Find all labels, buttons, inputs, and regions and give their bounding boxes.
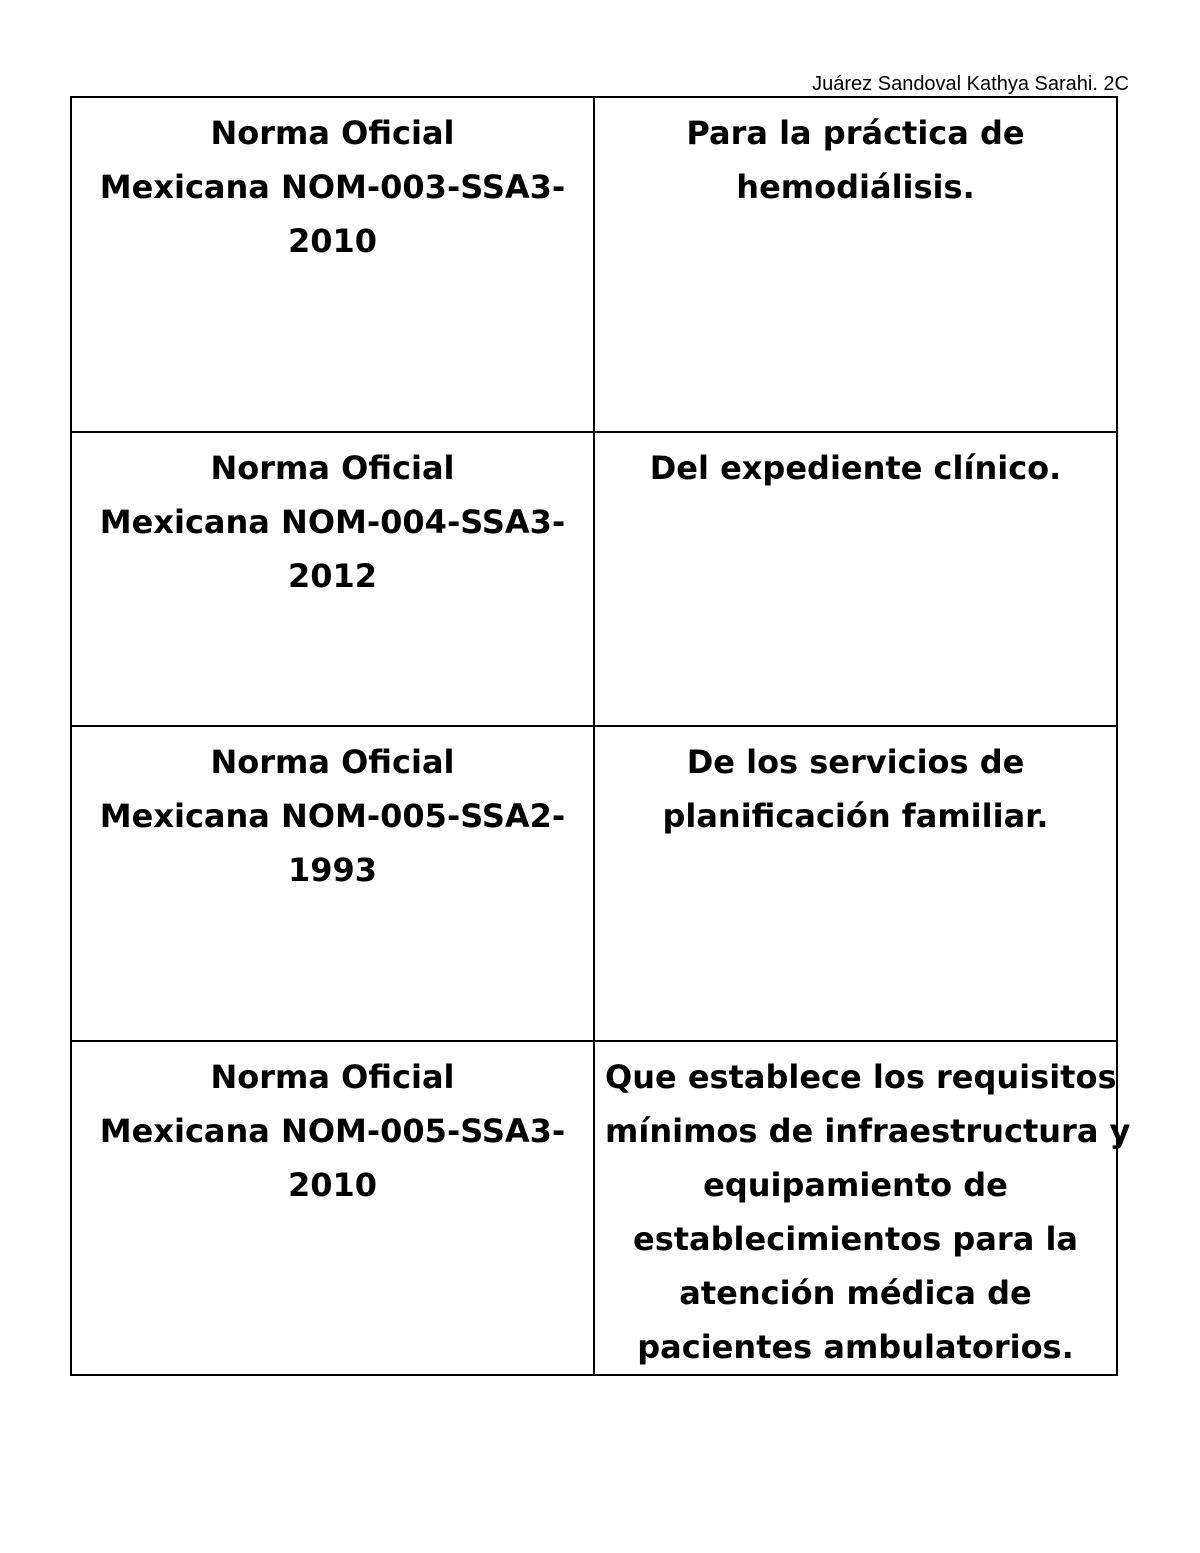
description-line: planificación familiar. [662,797,1049,835]
description-line: establecimientos para la [633,1220,1078,1258]
norma-cell [71,432,594,726]
table-row [71,432,1117,726]
description-line: De los servicios de [686,743,1025,781]
description-line: Que establece los requisitos [605,1058,1117,1096]
norma-line: 2012 [287,557,378,595]
description-line: Del expediente clínico. [649,449,1062,487]
description-line: pacientes ambulatorios. [637,1328,1074,1366]
norma-line: 2010 [287,222,378,260]
norma-line: Norma Oficial [210,1058,455,1096]
description-line: atención médica de [679,1274,1032,1312]
description-cell [594,1041,1131,1375]
table-row [71,97,1117,432]
norma-cell [71,97,594,432]
norma-line: Norma Oficial [210,449,455,487]
description-line: hemodiálisis. [736,168,975,206]
description-cell [594,97,1117,432]
nom-cards-table [70,96,1131,1376]
description-cell [594,726,1117,1041]
author-name: Juárez Sandoval Kathya Sarahi. 2C [812,73,1129,95]
norma-line: 2010 [287,1166,378,1204]
norma-line: Norma Oficial [210,743,455,781]
norma-line: Mexicana NOM-003-SSA3- [99,168,566,206]
norma-line: Norma Oficial [210,114,455,152]
norma-line: Mexicana NOM-004-SSA3- [99,503,566,541]
norma-line: 1993 [287,851,378,889]
table-row [71,726,1117,1041]
table-row [71,1041,1117,1375]
norma-cell [71,726,594,1041]
norma-line: Mexicana NOM-005-SSA2- [99,797,566,835]
description-line: Para la práctica de [686,114,1025,152]
norma-cell [71,1041,594,1375]
description-line: mínimos de infraestructura y [605,1112,1131,1150]
description-line: equipamiento de [703,1166,1008,1204]
description-cell [594,432,1117,726]
norma-line: Mexicana NOM-005-SSA3- [99,1112,566,1150]
